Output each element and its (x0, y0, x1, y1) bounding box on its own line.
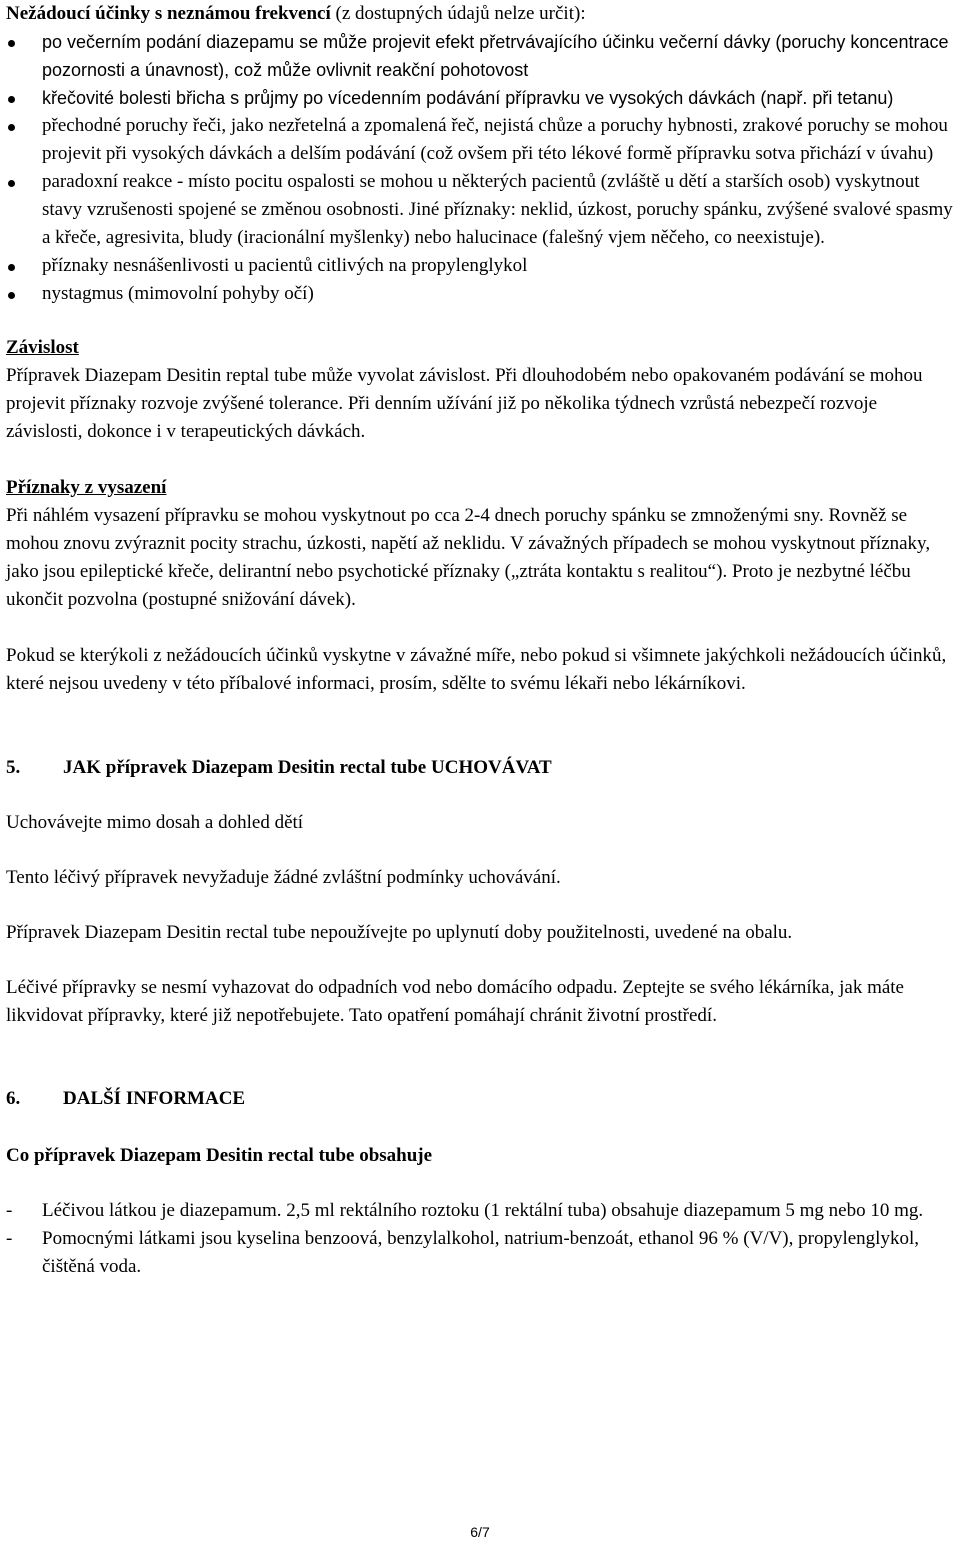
list-item: nystagmus (mimovolní pohyby očí) (6, 280, 954, 308)
bullet-icon (8, 264, 15, 271)
list-item: - Léčivou látkou je diazepamum. 2,5 ml rektálního roztoku (1 rektální tuba) obsahuje diazepamum 5 mg nebo 10 mg. (6, 1197, 954, 1225)
section-6-title (6, 1085, 954, 1113)
unknown-frequency-label: Nežádoucí účinky s neznámou frekvencí (6, 3, 331, 24)
storage-paragraph: Uchovávejte mimo dosah a dohled dětí (6, 812, 304, 833)
reporting-text: Pokud se kterýkoli z nežádoucích účinků vyskytne v závažné míře, nebo pokud si všimnete jakýchkoli nežádoucích účinků, které nejsou uvedeny v této příbalové informaci, prosím, sdělte to svému lékaři nebo lékárníkovi. (6, 645, 947, 694)
section-6-heading: DALŠÍ INFORMACE (63, 1088, 246, 1109)
section-5-number: 5. (6, 757, 21, 778)
side-effects-list (6, 28, 954, 308)
unknown-frequency-paragraph (6, 0, 954, 28)
document-page (6, 0, 954, 1281)
dash-mark: - (6, 1200, 13, 1221)
storage-paragraph: Přípravek Diazepam Desitin rectal tube nepoužívejte po uplynutí doby použitelnosti, uvedené na obalu. (6, 922, 793, 943)
page-number: 6/7 (470, 1524, 490, 1540)
contents-list (6, 1197, 954, 1281)
dash-mark: - (6, 1228, 13, 1249)
section-5-heading: JAK přípravek Diazepam Desitin rectal tube UCHOVÁVAT (63, 757, 552, 778)
contents-subheading: Co přípravek Diazepam Desitin rectal tube obsahuje (6, 1145, 433, 1166)
unknown-frequency-note: (z dostupných údajů nelze určit): (330, 3, 586, 24)
bullet-icon (8, 40, 15, 47)
withdrawal-heading: Příznaky z vysazení (6, 477, 167, 498)
section-5-title (6, 754, 954, 782)
withdrawal-text: Při náhlém vysazení přípravku se mohou vyskytnout po cca 2-4 dnech poruchy spánku se zmnoženými sny. Rovněž se mohou znovu zvýraznit pocity strachu, úzkosti, napětí až neklidu. V závažných případech se mohou vyskytnout příznaky, jako jsou epileptické křeče, delirantní nebo psychotické příznaky („ztráta kontaktu s realitou“). Proto je nezbytné léčbu ukončit pozvolna (postupné snižování dávek). (6, 505, 931, 610)
bullet-icon (8, 124, 15, 131)
bullet-icon (8, 180, 15, 187)
dependence-heading: Závislost (6, 337, 79, 358)
bullet-icon (8, 96, 15, 103)
list-item: - Pomocnými látkami jsou kyselina benzoová, benzylalkohol, natrium-benzoát, ethanol 96 % (V/V), propylenglykol, čištěná voda. (6, 1225, 954, 1281)
list-item: po večerním podání diazepamu se může projevit efekt přetrvávajícího účinku večerní dávky (poruchy koncentrace pozornosti a únavnost), což může ovlivnit reakční pohotovost (6, 28, 954, 84)
list-item: příznaky nesnášenlivosti u pacientů citlivých na propylenglykol (6, 252, 954, 280)
dependence-text: Přípravek Diazepam Desitin reptal tube může vyvolat závislost. Při dlouhodobém nebo opakovaném podávání se mohou projevit příznaky rozvoje zvýšené tolerance. Při denním užívání již po několika týdnech vzrůstá nebezpečí rozvoje závislosti, dokonce i v terapeutických dávkách. (6, 365, 923, 442)
list-item: paradoxní reakce - místo pocitu ospalosti se mohou u některých pacientů (zvláště u dětí a starších osob) vyskytnout stavy vzrušenosti spojené se změnou osobnosti. Jiné příznaky: neklid, úzkost, poruchy spánku, zvýšené svalové spasmy a křeče, agresivita, bludy (iracionální myšlenky) nebo halucinace (falešný vjem něčeho, co neexistuje). (6, 168, 954, 252)
storage-paragraph: Léčivé přípravky se nesmí vyhazovat do odpadních vod nebo domácího odpadu. Zeptejte se svého lékárníka, jak máte likvidovat přípravky, které již nepotřebujete. Tato opatření pomáhají chránit životní prostředí. (6, 977, 904, 1026)
list-item: přechodné poruchy řeči, jako nezřetelná a zpomalená řeč, nejistá chůze a poruchy hybnosti, zrakové poruchy se mohou projevit při vysokých dávkách a delším podávání (což ovšem při této lékové formě přípravku sotva přichází v úvahu) (6, 112, 954, 168)
list-item: křečovité bolesti břicha s průjmy po vícedenním podávání přípravku ve vysokých dávkách (např. při tetanu) (6, 84, 954, 112)
section-6-number: 6. (6, 1088, 21, 1109)
storage-paragraph: Tento léčivý přípravek nevyžaduje žádné zvláštní podmínky uchovávání. (6, 867, 561, 888)
bullet-icon (8, 292, 15, 299)
